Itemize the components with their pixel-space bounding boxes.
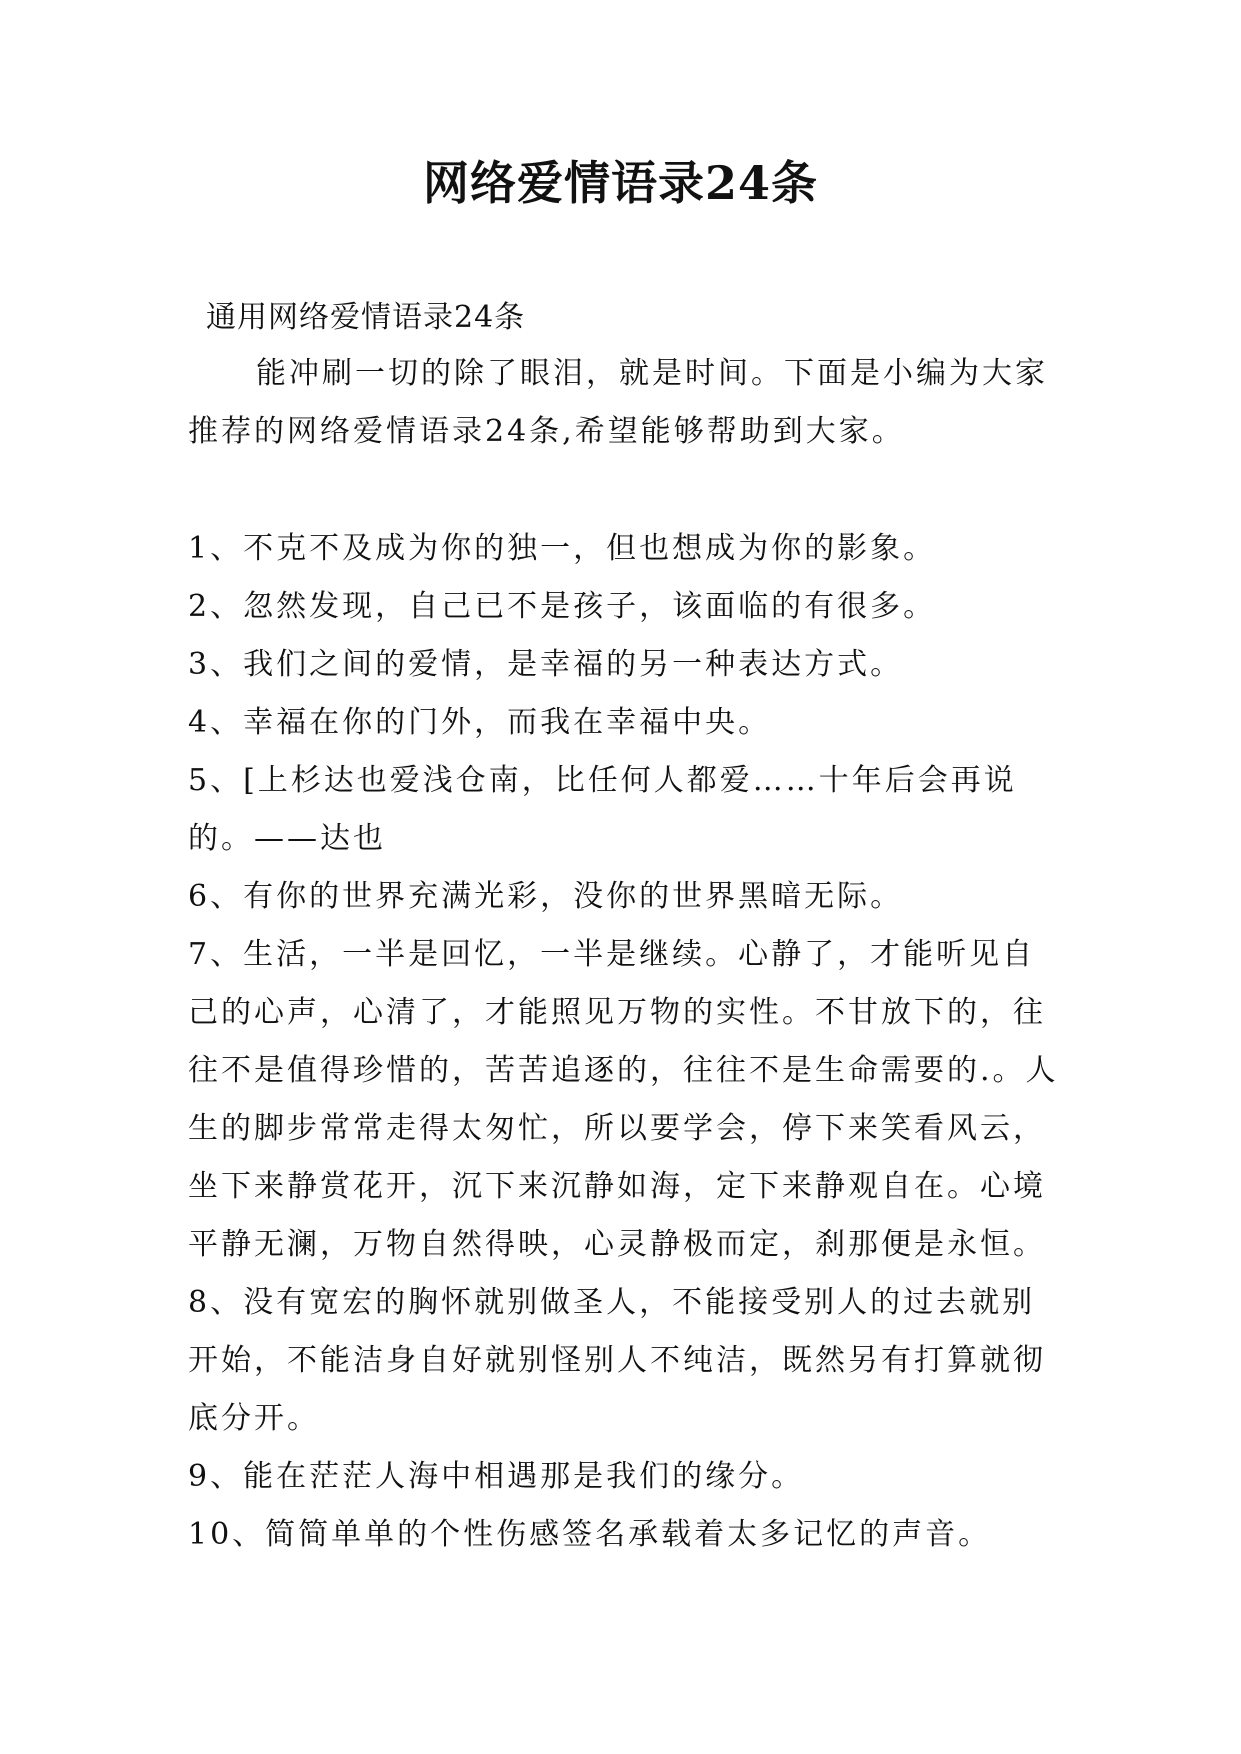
quote-item-6: 6、有你的世界充满光彩，没你的世界黑暗无际。: [188, 879, 904, 914]
document-title: 网络爱情语录24条: [422, 156, 818, 210]
intro-paragraph: 能冲刷一切的除了眼泪，就是时间。下面是小编为大家推荐的网络爱情语录24条,希望能够帮助到大家。: [188, 356, 1048, 449]
quote-item-1: 1、不克不及成为你的独一，但也想成为你的影象。: [188, 531, 937, 566]
quote-list: [188, 520, 1068, 1564]
quote-item-9: 9、能在茫茫人海中相遇那是我们的缘分。: [188, 1459, 805, 1494]
quote-item-8: 8、没有宽宏的胸怀就别做圣人，不能接受别人的过去就别开始，不能洁身自好就别怪别人不纯洁，既然另有打算就彻底分开。: [188, 1285, 1046, 1436]
quote-item-7: 7、生活，一半是回忆，一半是继续。心静了，才能听见自己的心声，心清了，才能照见万物的实性。不甘放下的，往往不是值得珍惜的，苦苦追逐的，往往不是生命需要的.。人生的脚步常常走得太匆忙，所以要学会，停下来笑看风云，坐下来静赏花开，沉下来沉静如海，定下来静观自在。心境平静无澜，万物自然得映，心灵静极而定，刹那便是永恒。: [188, 937, 1059, 1262]
quote-item-4: 4、幸福在你的门外，而我在幸福中央。: [188, 705, 772, 740]
quote-item-2: 2、忽然发现，自己已不是孩子，该面临的有很多。: [188, 589, 937, 624]
document-subtitle: 通用网络爱情语录24条: [206, 300, 526, 335]
quote-item-3: 3、我们之间的爱情，是幸福的另一种表达方式。: [188, 647, 904, 682]
quote-item-5: 5、[上杉达也爱浅仓南，比任何人都爱……十年后会再说的。——达也: [188, 763, 1017, 856]
quote-item-10: 10、简简单单的个性伤感签名承载着太多记忆的声音。: [188, 1517, 992, 1552]
